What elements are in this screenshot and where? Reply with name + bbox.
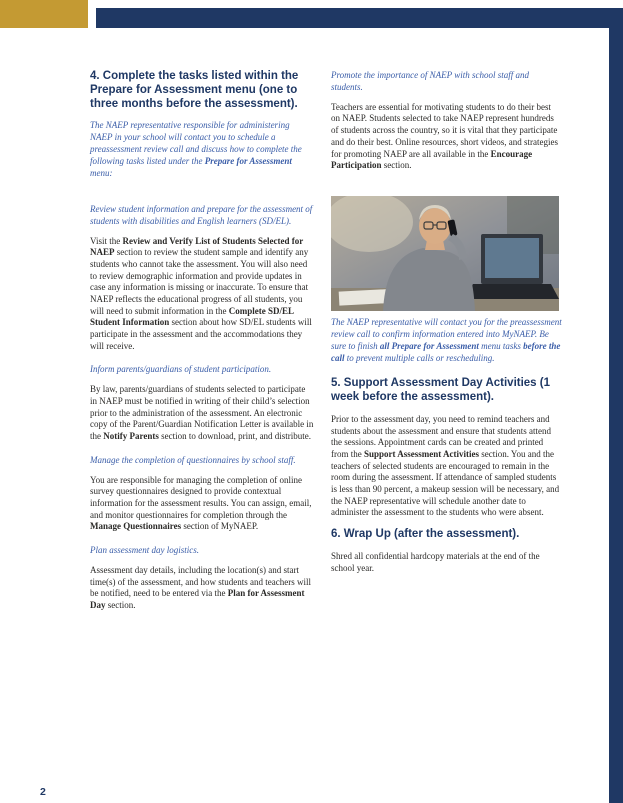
gold-accent-block (0, 0, 88, 28)
top-border-bar (96, 8, 623, 28)
subhead-inform-parents: Inform parents/guardians of student participation. (90, 364, 272, 375)
subhead-plan-logistics: Plan assessment day logistics. (90, 545, 199, 556)
subhead-promote-naep: Promote the importance of NAEP with school staff and students. (331, 70, 529, 92)
photo-caption: The NAEP representative will contact you for the preassessment review call to confirm information entered into MyNAEP. Be sure to finish all Prepare for Assessment menu tasks before the call to prevent multiple calls or rescheduling. (331, 316, 562, 363)
paragraph-section-6: Shred all confidential hardcopy materials at the end of the school year. (331, 550, 540, 573)
paragraph-review-students: Visit the Review and Verify List of Students Selected for NAEP section to review the student sample and identify any students who cannot take the assessment. You will also need to review demographic information and provide updates in case any information is missing or inaccurate. To ensure that NAEP reflects the educational progress of all students, you will need to submit information in the Complete SD/EL Student Information section about how SD/EL students will participate in the assessment and the accommodations they will receive. (90, 235, 312, 351)
paragraph-promote-naep: Teachers are essential for motivating students to do their best on NAEP. Students selected to take NAEP represent hundreds of students across the country, so it is vital that they participate and do their best. Online resources, short videos, and strategies for promoting NAEP are all available in the Encourage Participation section. (331, 101, 558, 171)
left-column (90, 70, 314, 621)
section-6-heading: 6. Wrap Up (after the assessment). (331, 528, 520, 541)
page-number: 2 (40, 786, 46, 798)
subhead-manage-questionnaires: Manage the completion of questionnaires by school staff. (90, 454, 296, 465)
right-column (331, 70, 562, 583)
subhead-review-students: Review student information and prepare for the assessment of students with disabilities and English learners (SD/EL). (90, 203, 313, 226)
right-border-bar (609, 8, 623, 803)
paragraph-inform-parents: By law, parents/guardians of students selected to participate in NAEP must be notified in writing of their child’s selection prior to the administration of the assessment. An electronic copy of the Parent/Guardian Notification Letter is available in the Notify Parents section to download, print, and distribute. (90, 384, 314, 442)
paragraph-plan-logistics: Assessment day details, including the location(s) and start time(s) of the assessment, and how students and teachers will be notified, need to be entered via the Plan for Assessment Day section. (90, 564, 311, 610)
paragraph-section-5: Prior to the assessment day, you need to remind teachers and students about the assessment and ensure that students attend the sessions. Appointment cards can be created and printed from the Support Assessment Activities section. You and the teachers of selected students are encouraged to remain in the room during the assessment. If attendance of sampled students is less than 90 percent, a makeup session will be necessary, and the NAEP representative will schedule another date to administer the assessment to the students who were absent. (331, 413, 560, 518)
section-4-intro: The NAEP representative responsible for administering NAEP in your school will contact you to schedule a preassessment review call and discuss how to complete the following tasks listed under the Prepare for Assessment menu: (90, 120, 302, 178)
section-4-heading: 4. Complete the tasks listed within the Prepare for Assessment menu (one to three months before the assessment). (90, 70, 299, 110)
photo-representative-on-phone (331, 196, 559, 311)
section-5-heading: 5. Support Assessment Day Activities (1 week before the assessment). (331, 377, 550, 404)
paragraph-manage-questionnaires: You are responsible for managing the completion of online survey questionnaires designed to provide contextual information for the assessment results. You can assign, email, and monitor questionnaires for completion through the Manage Questionnaires section of MyNAEP. (90, 474, 312, 532)
